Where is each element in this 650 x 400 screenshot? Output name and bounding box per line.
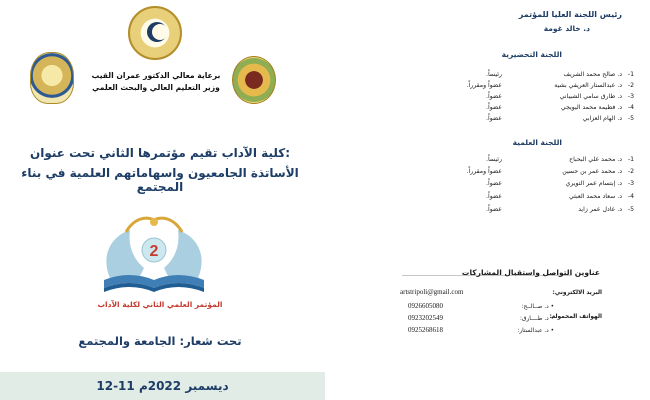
member-number: 1- — [627, 71, 634, 78]
sci-member-row — [436, 166, 634, 177]
phones-label: الهواتف المحمولة: — [549, 314, 602, 320]
member-role: عضواً ومقرراً. — [466, 82, 502, 89]
email-label: البريد الالكتروني: — [552, 290, 602, 296]
phone-number[interactable]: 0926605080 — [408, 302, 443, 310]
faculty-logo-icon — [232, 56, 276, 104]
member-number: 2- — [627, 82, 634, 89]
member-name: د. فطيمة محمد اليويجي — [560, 104, 622, 111]
prep-member-row — [436, 80, 634, 91]
president-title: رئيس اللجنة العليا للمؤتمر — [518, 10, 622, 19]
phone-contact-name: • د. طــــارق: — [520, 316, 554, 322]
member-name: د. سعاد محمد العبثي — [568, 193, 622, 200]
email-address[interactable]: artstripoli@gmail.com — [400, 288, 464, 296]
motto: تحت شعار: الجامعة والمجتمع — [78, 334, 242, 348]
member-name: د. الهام العزابي — [582, 115, 622, 122]
member-name: د. محمد علي البحباح — [569, 156, 622, 163]
member-name: د. محمد عمر بن حسين — [562, 168, 622, 175]
member-number: 4- — [627, 104, 634, 111]
prep-member-row — [436, 91, 634, 102]
conference-logo-icon — [90, 214, 218, 300]
sci-member-row — [436, 191, 634, 202]
conference-number: 2 — [149, 243, 159, 260]
member-number: 5- — [627, 115, 634, 122]
phone-number[interactable]: 0925268618 — [408, 326, 443, 334]
member-number: 5- — [627, 206, 634, 213]
prep-committee-title: اللجنة التحضيرية — [501, 50, 562, 59]
conference-subject: الأساتذة الجامعيون واسهاماتهم العلمية في بناء المجتمع — [21, 166, 299, 194]
sponsor-line-1: برعاية معالي الدكتور عمران القيب — [91, 71, 221, 80]
president-name: د. خالد غومة — [543, 24, 590, 33]
back-bottom-band — [325, 372, 650, 400]
host-line: كلية الآداب تقيم مؤتمرها الثاني تحت عنوان: — [29, 146, 291, 160]
sci-member-row — [436, 154, 634, 165]
phone-number[interactable]: 0923202549 — [408, 314, 443, 322]
prep-member-row — [436, 113, 634, 124]
phone-contact-name: • د. صــالــح: — [521, 304, 554, 310]
date-band — [0, 372, 325, 400]
member-name: د. إبتسام عمر التويري — [565, 180, 622, 187]
member-name: د. عبدالستار العريفي بشية — [554, 82, 622, 89]
sci-committee-title: اللجنة العلمية — [512, 138, 562, 147]
member-number: 2- — [627, 168, 634, 175]
state-emblem-icon — [128, 6, 182, 60]
conference-date: 12-11 ديسمبر 2022م — [96, 379, 229, 393]
member-name: د. طارق سامي الشيباني — [559, 93, 622, 100]
sponsor-line-2: وزير التعليم العالي والبحث العلمي — [92, 83, 220, 92]
member-role: عضواً. — [486, 193, 502, 200]
prep-member-row — [436, 102, 634, 113]
back-panel — [325, 0, 650, 372]
sci-member-row — [436, 204, 634, 215]
member-name: د. صالح محمد الشريف — [563, 71, 622, 78]
sci-member-row — [436, 178, 634, 189]
member-role: عضواً. — [486, 115, 502, 122]
sponsor-text — [86, 70, 226, 94]
conference-title: المؤتمر العلمي الثاني لكلية الآداب — [97, 300, 223, 309]
member-role: عضواً. — [486, 180, 502, 187]
member-number: 3- — [627, 180, 634, 187]
university-logo-icon — [30, 52, 74, 104]
prep-member-row — [436, 69, 634, 80]
member-role: عضواً. — [486, 93, 502, 100]
contact-title: عناوين التواصل واستقبال المشاركات — [461, 268, 600, 277]
member-role: رئيساً. — [486, 156, 502, 163]
phone-contact-name: • د. عبدالستار: — [517, 328, 554, 334]
member-number: 4- — [627, 193, 634, 200]
member-role: عضواً ومقرراً. — [466, 168, 502, 175]
member-number: 3- — [627, 93, 634, 100]
member-name: د. عادل عمر زايد — [578, 206, 622, 213]
member-role: عضواً. — [486, 206, 502, 213]
member-number: 1- — [627, 156, 634, 163]
member-role: رئيساً. — [486, 71, 502, 78]
member-role: عضواً. — [486, 104, 502, 111]
